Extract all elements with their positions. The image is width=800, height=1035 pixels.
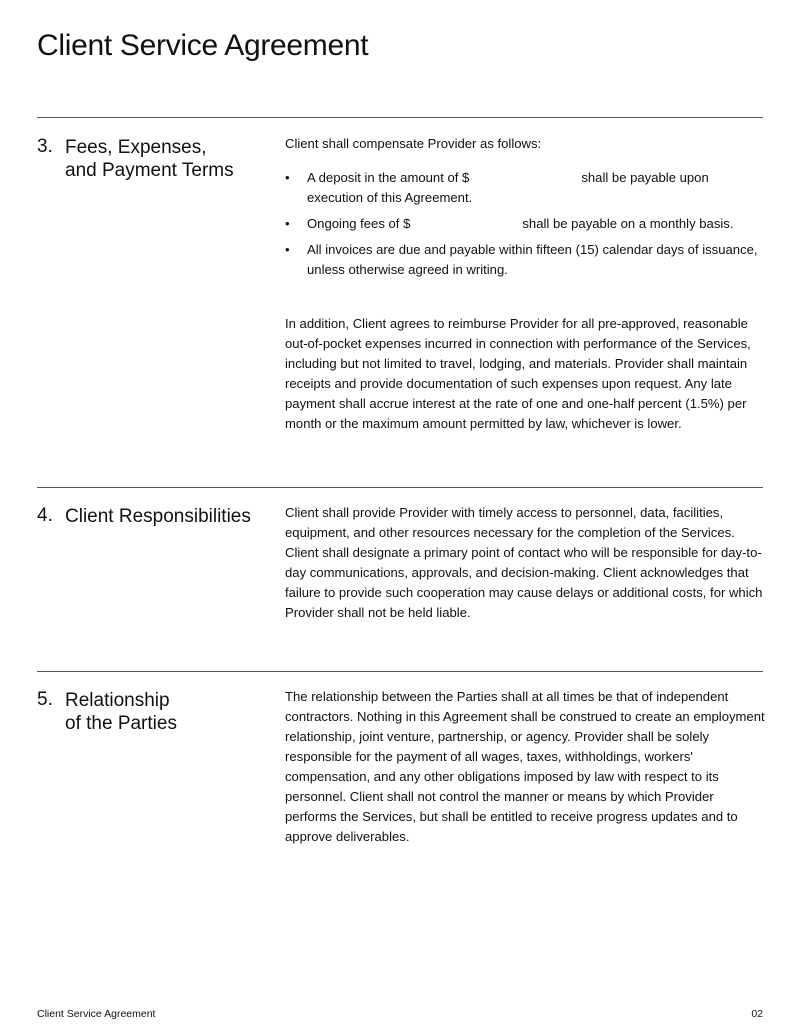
paragraph: The relationship between the Parties shall at all times be that of independent contractors. Nothing in this Agreement shall be construed to create an employment relationship, joint venture, partnership, or agency. Provider shall be solely responsible for the payment of all wages, taxes, withholdings, workers' compensation, and any other obligations imposed by law with respect to its personnel. Client shall not control the manner or means by which Provider performs the Services, but shall be entitled to receive progress updates and to approve deliverables. bbox=[285, 689, 765, 844]
list-item bbox=[285, 240, 765, 280]
list-item bbox=[285, 168, 765, 208]
footer-title: Client Service Agreement bbox=[37, 1008, 156, 1020]
section-body bbox=[285, 134, 765, 434]
section-number: 5. bbox=[37, 689, 53, 710]
section-body bbox=[285, 687, 765, 847]
section-number: 4. bbox=[37, 505, 53, 526]
deposit-amount-field[interactable] bbox=[469, 171, 581, 187]
paragraph: Client shall provide Provider with timely access to personnel, data, facilities, equipment, and other resources necessary for the completion of the Services. Client shall designate a primary point of contact who will be responsible for day-to-day communications, approvals, and decision-making. Client acknowledges that failure to provide such cooperation may cause delays or additional costs, for which Provider shall not be held liable. bbox=[285, 505, 763, 620]
divider bbox=[37, 117, 763, 118]
section-number: 3. bbox=[37, 136, 53, 157]
bullet-icon: • bbox=[285, 242, 290, 257]
list-item bbox=[285, 214, 765, 234]
section-heading: Relationship of the Parties bbox=[65, 690, 177, 734]
item-text: All invoices are due and payable within fifteen (15) calendar days of issuance, unless otherwise agreed in writing. bbox=[307, 242, 758, 277]
item-text: A deposit in the amount of $ bbox=[307, 170, 470, 185]
bullet-icon: • bbox=[285, 170, 290, 185]
fee-list bbox=[285, 168, 765, 280]
bullet-icon: • bbox=[285, 216, 290, 231]
ongoing-fees-field[interactable] bbox=[410, 217, 522, 233]
section-body bbox=[285, 503, 765, 623]
page-number: 02 bbox=[751, 1008, 763, 1020]
item-text: shall be payable on a monthly basis. bbox=[522, 216, 734, 231]
section-heading: Fees, Expenses, and Payment Terms bbox=[65, 137, 234, 181]
item-text: shall be payable upon execution of this Agreement. bbox=[307, 170, 709, 205]
divider bbox=[37, 487, 763, 488]
item-text: Ongoing fees of $ bbox=[307, 216, 411, 231]
intro-text: Client shall compensate Provider as follows: bbox=[285, 136, 542, 151]
divider bbox=[37, 671, 763, 672]
section-heading: Client Responsibilities bbox=[65, 506, 251, 527]
paragraph: In addition, Client agrees to reimburse Provider for all pre-approved, reasonable out-of-pocket expenses incurred in connection with performance of the Services, including but not limited to travel, lodging, and materials. Provider shall maintain receipts and provide documentation of such expenses upon request. Any late payment shall accrue interest at the rate of one and one-half percent (1.5%) per month or the maximum amount permitted by law, whichever is lower. bbox=[285, 316, 751, 431]
page-title: Client Service Agreement bbox=[37, 29, 369, 62]
